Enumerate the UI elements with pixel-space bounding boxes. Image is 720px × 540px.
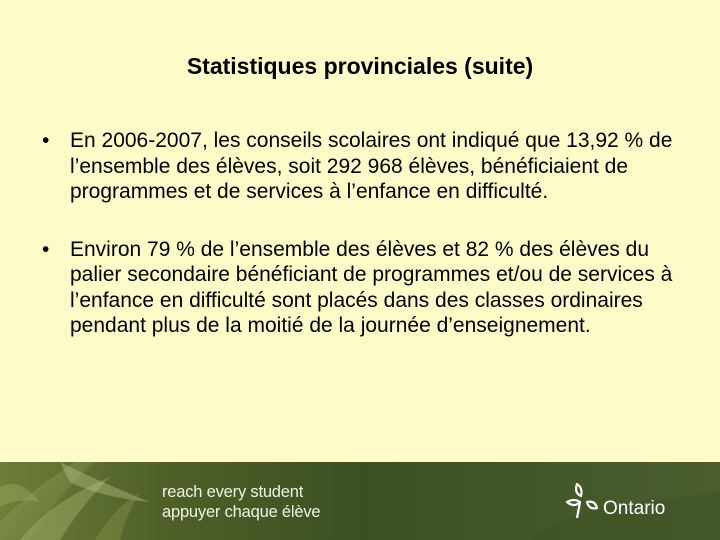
footer-banner — [0, 462, 720, 540]
bullet-item — [40, 128, 690, 205]
bullet-item — [40, 237, 690, 339]
tagline-line-french: appuyer chaque élève — [162, 503, 321, 521]
tagline — [162, 482, 320, 522]
bullet-list — [40, 128, 690, 371]
slide-title: Statistiques provinciales (suite) — [186, 53, 534, 79]
trillium-icon — [563, 480, 607, 520]
tagline-line-english: reach every student — [162, 483, 304, 501]
bullet-text: Environ 79 % de l’ensemble des élèves et 82 % des élèves du palier secondaire bénéficiant de programmes et/ou de services à l’enfance en difficulté sont placés dans des classes ordinaires pendant plus de la moitié de la journée d’enseignement. — [70, 237, 673, 337]
ontario-wordmark: Ontario — [603, 498, 666, 519]
bullet-text: En 2006-2007, les conseils scolaires ont indiqué que 13,92 % de l’ensemble des élèves, soit 292 968 élèves, bénéficiaient de programmes et de services à l’enfance en difficulté. — [70, 129, 673, 203]
ontario-logo — [563, 480, 683, 524]
bullet-marker: • — [42, 129, 50, 152]
bullet-marker: • — [42, 237, 50, 261]
